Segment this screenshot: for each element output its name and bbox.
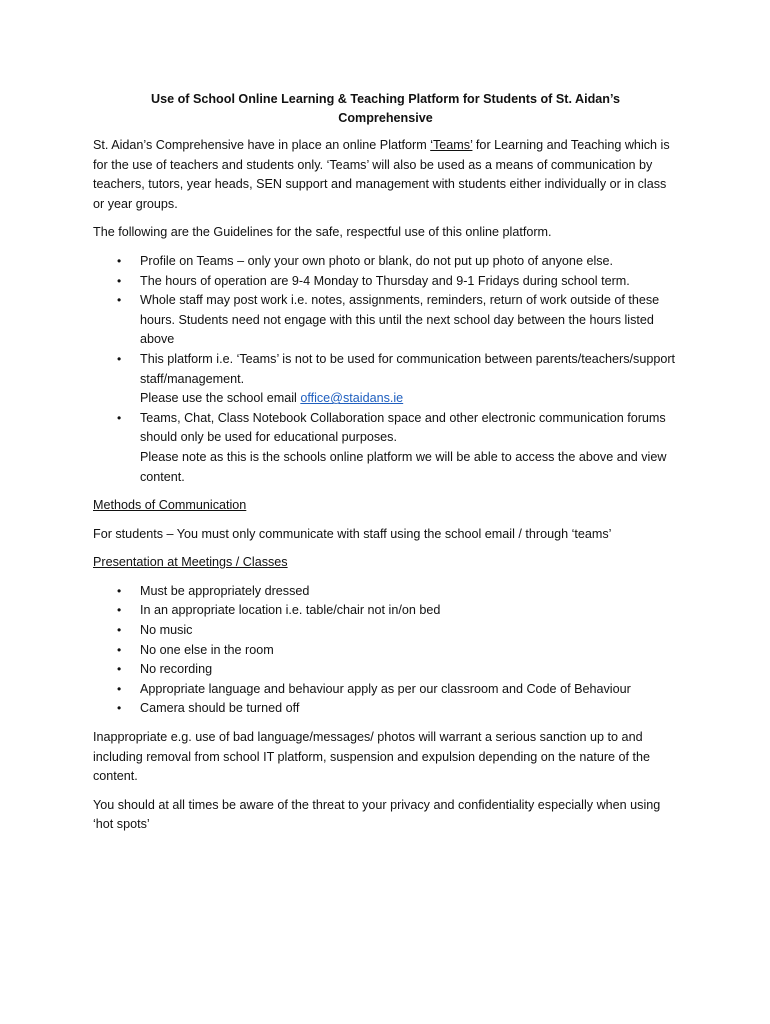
presentation-item: • No one else in the room xyxy=(93,641,678,661)
intro-text-part2: for Learning and Teaching which is for the use of teachers and students only. ‘Teams’ will also be used as a means of communication by teachers, tutors, year heads, SEN support and management with students either individually or in class or year groups. xyxy=(93,138,670,211)
bullet-icon: • xyxy=(117,642,122,657)
presentation-item: • In an appropriate location i.e. table/chair not in/on bed xyxy=(93,601,678,621)
document-page xyxy=(93,90,678,844)
inappropriate-paragraph: Inappropriate e.g. use of bad language/messages/ photos will warrant a serious sanction up to and including removal from school IT platform, suspension and expulsion depending on the nature of the content. xyxy=(93,730,651,784)
intro-text-part1: St. Aidan’s Comprehensive have in place an online Platform xyxy=(93,138,431,152)
guidelines-list xyxy=(93,252,678,487)
privacy-paragraph: You should at all times be aware of the threat to your privacy and confidentiality especially when using ‘hot spots’ xyxy=(93,797,661,832)
bullet-icon: • xyxy=(117,351,122,366)
guideline-item-hours: • The hours of operation are 9-4 Monday to Thursday and 9-1 Fridays during school term. xyxy=(93,272,678,292)
guideline-item-not-for-parents: • This platform i.e. ‘Teams’ is not to be used for communication between parents/teachers/support staff/management. Please use the school email office@staidans.ie xyxy=(117,351,676,406)
bullet-icon: • xyxy=(117,603,122,618)
guideline-item-educational-use: • Teams, Chat, Class Notebook Collaboration space and other electronic communication forums should only be used for educational purposes. Please note as this is the schools online platform we will be able to access the above and view content. xyxy=(117,410,667,484)
bullet-icon: • xyxy=(117,410,122,425)
presentation-item: • No recording xyxy=(93,660,678,680)
bullet-icon: • xyxy=(117,701,122,716)
teams-underlined-term: ‘Teams’ xyxy=(430,138,473,152)
school-email-link[interactable]: office@staidans.ie xyxy=(300,391,404,406)
presentation-item: • Camera should be turned off xyxy=(93,699,678,719)
bullet-icon: • xyxy=(117,293,122,308)
guideline-item-profile: • Profile on Teams – only your own photo or blank, do not put up photo of anyone else. xyxy=(93,252,678,272)
bullet-icon: • xyxy=(117,253,122,268)
presentation-item: • Appropriate language and behaviour apply as per our classroom and Code of Behaviour xyxy=(93,680,678,700)
methods-text: For students – You must only communicate with staff using the school email / through ‘teams’ xyxy=(93,526,612,541)
document-title: Use of School Online Learning & Teaching Platform for Students of St. Aidan’s Comprehensive xyxy=(150,92,621,125)
presentation-heading: Presentation at Meetings / Classes xyxy=(93,555,288,570)
presentation-item: • Must be appropriately dressed xyxy=(93,582,678,602)
bullet-icon: • xyxy=(117,662,122,677)
guidelines-intro: The following are the Guidelines for the safe, respectful use of this online platform. xyxy=(93,225,552,240)
presentation-item: • No music xyxy=(93,621,678,641)
guideline-item-staff-posting: • Whole staff may post work i.e. notes, assignments, reminders, return of work outside of these hours. Students need not engage with this until the next school day between the hours listed above xyxy=(117,293,660,347)
bullet-icon: • xyxy=(117,273,122,288)
bullet-icon: • xyxy=(117,681,122,696)
intro-paragraph xyxy=(93,136,678,214)
presentation-list xyxy=(93,582,678,719)
bullet-icon: • xyxy=(117,623,122,638)
methods-heading: Methods of Communication xyxy=(93,498,247,513)
bullet-icon: • xyxy=(117,583,122,598)
